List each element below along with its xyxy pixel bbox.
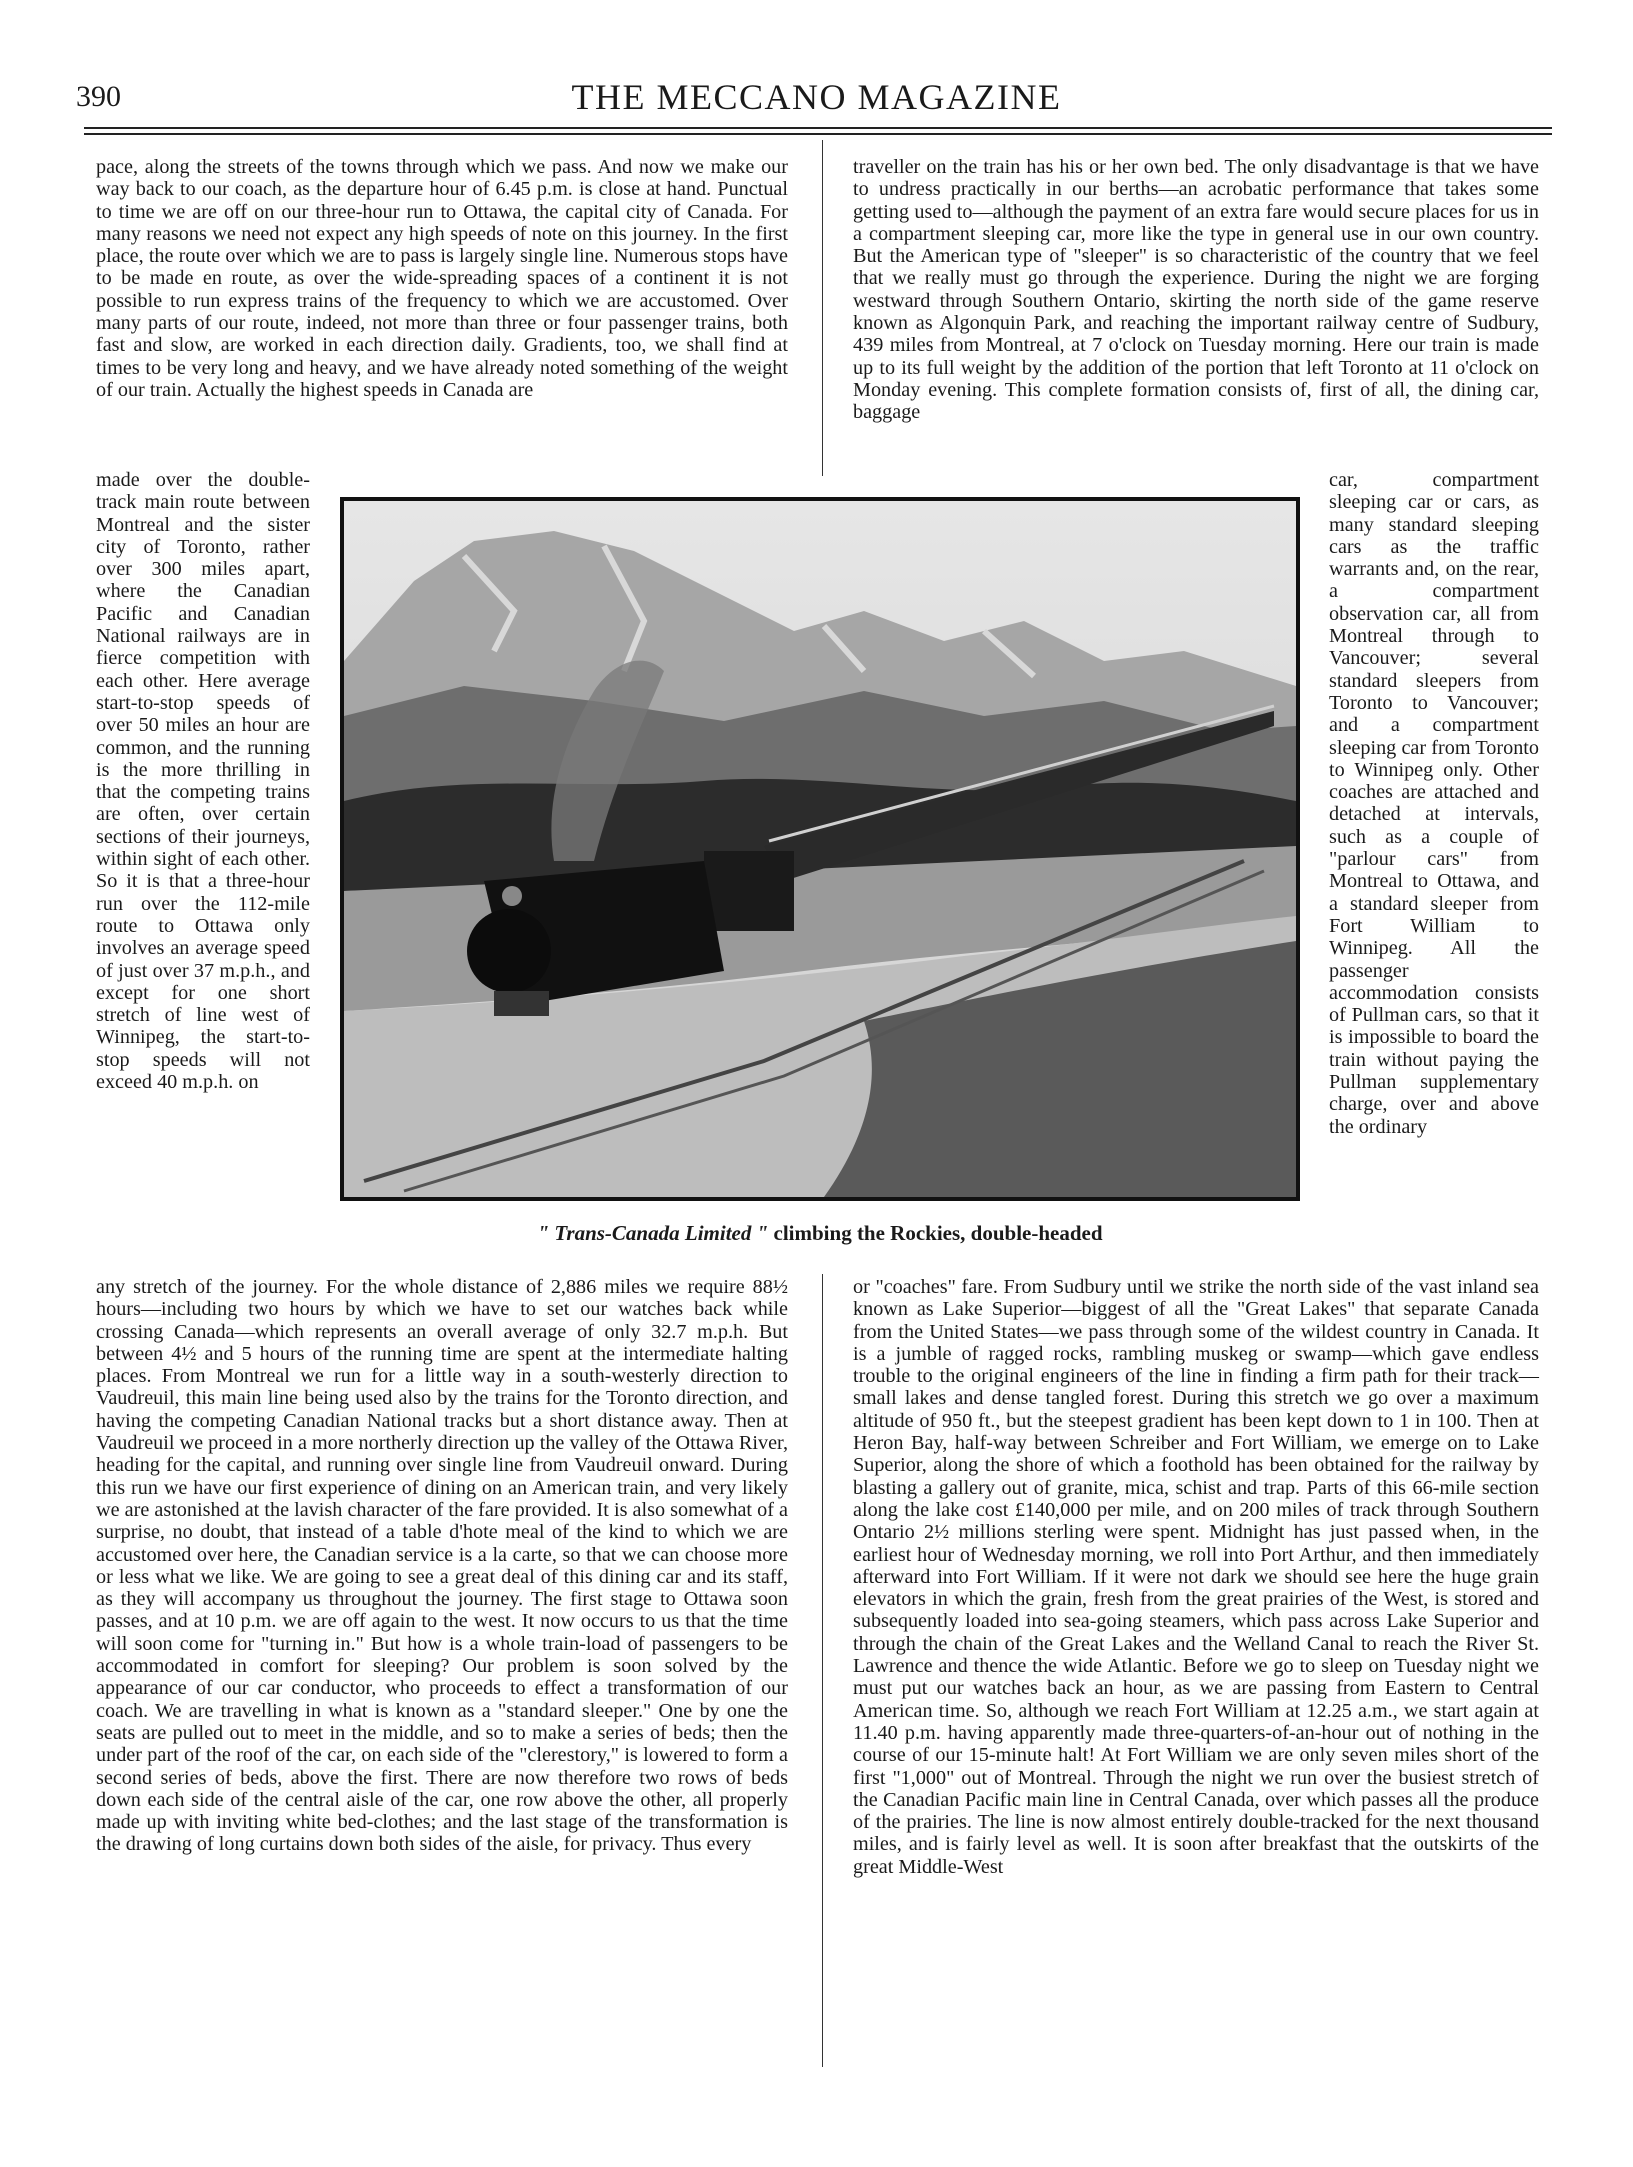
train-photograph — [340, 497, 1300, 1201]
header-rule-top — [84, 127, 1552, 129]
text-left-bottom: any stretch of the journey. For the whole distance of 2,886 miles we require 88½ hours—including two hours by which we have to set our watches back while crossing Canada—which represents an overall average of only 32.7 m.p.h. But between 4½ and 5 hours of the running time are spent at the intermediate halting places. From Montreal we run for a little way in a south-westerly direction to Vaudreuil, this main line being used also by the trains for the Toronto direction, and having the competing Canadian National tracks but a short distance away. Then at Vaudreuil we proceed in a more northerly direction up the valley of the Ottawa River, heading for the capital, and running over single line from Vaudreuil onward. During this run we have our first experience of dining on an American train, and very likely we are astonished at the lavish character of the fare provided. It is also somewhat of a surprise, no doubt, that instead of a table d'hote meal of the kind to which we are accustomed over here, the Canadian service is a la carte, so that we can choose more or less what we like. We are going to see a great deal of this dining car and its staff, as they will accompany us throughout the journey. The first stage to Ottawa soon passes, and at 10 p.m. we are off again to the west. It now occurs to us that the time will soon come for "turning in." But how is a whole train-load of passengers to be accommodated in comfort for sleeping? Our problem is soon solved by the appearance of our car conductor, who proceeds to effect a transformation of our coach. We are travelling in what is known as a "standard sleeper." One by one the seats are pulled out to meet in the middle, and so to make a series of beds; then the under part of the roof of the car, on each side of the "clerestory," is lowered to form a second series of beds, above the first. There are now therefore two rows of beds down each side of the central aisle of the car, one row above the other, all properly made up with inviting white bed-clothes; and the last stage of the transformation is the drawing of long curtains down both sides of the aisle, for privacy. Thus every — [96, 1276, 788, 1856]
photo-caption — [340, 1221, 1300, 1246]
running-title: THE MECCANO MAGAZINE — [571, 77, 1062, 117]
photo-second-locomotive — [704, 851, 794, 931]
header-rule-bottom — [84, 133, 1552, 135]
photo-headlamp — [502, 886, 522, 906]
photo-pilot — [494, 991, 549, 1016]
text-left-top: pace, along the streets of the towns through which we pass. And now we make our way back to our coach, as the departure hour of 6.45 p.m. is close at hand. Punctual to time we are off on our three-hour run to Ottawa, the capital city of Canada. For many reasons we need not expect any high speeds of note on this journey. In the first place, the route over which we are to pass is largely single line. Numerous stops have to be made en route, as over the wide-spreading spaces of a continent it is not possible to run express trains of the frequency to which we are accustomed. Over many parts of our route, indeed, not more than three or four passenger trains, both fast and slow, are worked in each direction daily. Gradients, too, we shall find at times to be very long and heavy, and we have already noted something of the weight of our train. Actually the highest speeds in Canada are — [96, 156, 788, 401]
photo-smokebox — [467, 909, 551, 993]
text-right-narrow: car, compartment sleeping car or cars, as many standard sleeping cars as the traffic warrants and, on the rear, a compartment observation car, all from Montreal through to Vancouver; several standard sleepers from Toronto to Vancouver; and a compartment sleeping car from Toronto to Winnipeg only. Other coaches are attached and detached at intervals, such as a couple of "parlour cars" from Montreal to Ottawa, and a standard sleeper from Fort William to Winnipeg. All the passenger accommodation consists of Pullman cars, so that it is impossible to board the train without paying the Pullman supplementary charge, over and above the ordinary — [1329, 469, 1539, 1138]
caption-description: climbing the Rockies, double-headed — [768, 1221, 1103, 1245]
column-divider-top — [822, 140, 823, 476]
text-right-bottom: or "coaches" fare. From Sudbury until we strike the north side of the vast inland sea known as Lake Superior—biggest of all the "Great Lakes" that separate Canada from the United States—we pass through some of the wildest country in Canada. It is a jumble of ragged rocks, rambling muskeg or swamp—which gave endless trouble to the original engineers of the line in finding a firm path for their track—small lakes and dense tangled forest. During this stretch we go over a maximum altitude of 950 ft., but the steepest gradient has been kept down to 1 in 100. Then at Heron Bay, half-way between Schreiber and Fort William, we emerge on to Lake Superior, along the shore of which a foothold has been obtained for the railway by blasting a gallery out of granite, mica, schist and trap. Parts of this 66-mile section along the lake cost £140,000 per mile, and on 200 miles of track through Southern Ontario 2½ millions sterling were spent. Midnight has just passed when, in the earliest hour of Wednesday morning, we roll into Port Arthur, and then immediately afterward into Fort William. If it were not dark we should see here the huge grain elevators in which the grain, fresh from the great prairies of the West, is stored and subsequently loaded into sea-going steamers, which pass across Lake Superior and through the chain of the Great Lakes and the Welland Canal to reach the River St. Lawrence and thence the wide Atlantic. Before we go to sleep on Tuesday night we must put our watches back an hour, as we are passing from Eastern to Central American time. So, although we reach Fort William at 12.25 a.m., we start again at 11.40 p.m. having apparently made three-quarters-of-an-hour out of nothing in the course of our 15-minute halt! At Fort William we are only seven miles short of the first "1,000" out of Montreal. Through the night we run over the busiest stretch of the Canadian Pacific main line in Central Canada, over which passes all the produce of the prairies. The line is now almost entirely double-tracked for the next thousand miles, and is fairly level as well. It is soon after breakfast that the outskirts of the great Middle-West — [853, 1276, 1539, 1878]
column-divider-bottom — [822, 1274, 823, 2067]
text-right-top: traveller on the train has his or her own bed. The only disadvantage is that we have to undress practically in our berths—an acrobatic performance that takes some getting used to—although the payment of an extra fare would secure places for us in a compartment sleeping car, more like the type in general use in our own country. But the American type of "sleeper" is so characteristic of the country that we feel that we really must go through the experience. During the night we are forging westward through Southern Ontario, skirting the north side of the game reserve known as Algonquin Park, and reaching the important railway centre of Sudbury, 439 miles from Montreal, at 7 o'clock on Tuesday morning. Here our train is made up to its full weight by the addition of the portion that left Toronto at 11 o'clock on Monday evening. This complete formation consists of, first of all, the dining car, baggage — [853, 156, 1539, 424]
caption-train-name: " Trans-Canada Limited " — [537, 1221, 769, 1245]
page-number: 390 — [76, 80, 121, 113]
text-left-narrow: made over the double-track main route between Montreal and the sister city of Toronto, rather over 300 miles apart, where the Canadian Pacific and Canadian National railways are in fierce competition with each other. Here average start-to-stop speeds of over 50 miles an hour are common, and the running is the more thrilling in that the competing trains are often, over certain sections of their journeys, within sight of each other. So it is that a three-hour run over the 112-mile route to Ottawa only involves an average speed of just over 37 m.p.h., and except for one short stretch of line west of Winnipeg, the start-to-stop speeds will not exceed 40 m.p.h. on — [96, 469, 310, 1094]
